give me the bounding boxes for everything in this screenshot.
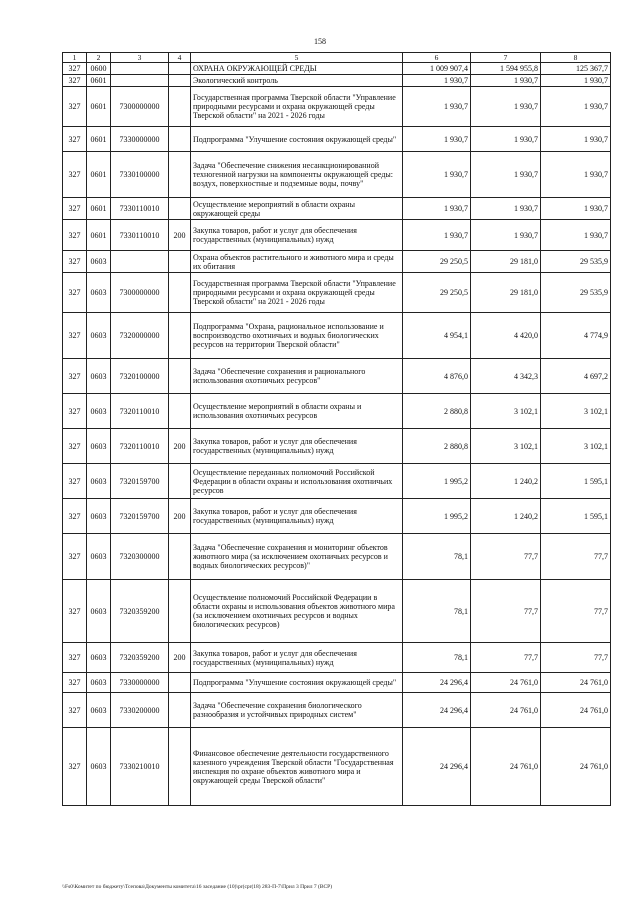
section-code: 0601 (87, 75, 111, 87)
item-name: Закупка товаров, работ и услуг для обеспечения государственных (муниципальных) нужд (191, 499, 403, 534)
table-row (63, 534, 611, 580)
budget-table (62, 52, 611, 806)
amount-col-8: 1 930,7 (541, 220, 611, 251)
amount-col-6: 1 930,7 (403, 75, 471, 87)
ministry-code: 327 (63, 693, 87, 728)
amount-col-7: 24 761,0 (471, 728, 541, 806)
item-name: Экологический контроль (191, 75, 403, 87)
amount-col-8: 29 535,9 (541, 273, 611, 313)
amount-col-7: 77,7 (471, 534, 541, 580)
table-row (63, 728, 611, 806)
amount-col-6: 1 009 907,4 (403, 63, 471, 75)
table-row (63, 313, 611, 359)
item-name: Подпрограмма "Охрана, рациональное использование и воспроизводство охотничьих и водных биологических ресурсов на территории Тверской области" (191, 313, 403, 359)
column-header: 7 (471, 53, 541, 63)
section-code: 0603 (87, 693, 111, 728)
expense-type (169, 394, 191, 429)
section-code: 0603 (87, 313, 111, 359)
expense-type (169, 359, 191, 394)
section-code: 0601 (87, 127, 111, 152)
item-name: Задача "Обеспечение сохранения биологического разнообразия и устойчивых природных систем" (191, 693, 403, 728)
section-code: 0603 (87, 251, 111, 273)
amount-col-6: 1 930,7 (403, 220, 471, 251)
expense-type (169, 728, 191, 806)
table-row (63, 152, 611, 198)
target-article: 7320159700 (111, 499, 169, 534)
table-row (63, 643, 611, 673)
expense-type (169, 313, 191, 359)
item-name: Осуществление полномочий Российской Федерации в области охраны и использования объектов животного мира (за исключением охотничьих ресурсов и водных биологических ресурсов) (191, 580, 403, 643)
expense-type (169, 251, 191, 273)
amount-col-8: 1 930,7 (541, 198, 611, 220)
section-code: 0603 (87, 429, 111, 464)
amount-col-7: 1 594 955,8 (471, 63, 541, 75)
target-article: 7320110010 (111, 429, 169, 464)
amount-col-6: 24 296,4 (403, 673, 471, 693)
ministry-code: 327 (63, 220, 87, 251)
target-article: 7320159700 (111, 464, 169, 499)
expense-type (169, 75, 191, 87)
expense-type (169, 152, 191, 198)
amount-col-6: 24 296,4 (403, 728, 471, 806)
amount-col-6: 78,1 (403, 534, 471, 580)
section-code: 0601 (87, 198, 111, 220)
expense-type (169, 87, 191, 127)
table-row (63, 359, 611, 394)
target-article: 7300000000 (111, 273, 169, 313)
amount-col-8: 1 595,1 (541, 464, 611, 499)
table-row (63, 693, 611, 728)
amount-col-6: 1 995,2 (403, 499, 471, 534)
expense-type: 200 (169, 643, 191, 673)
amount-col-8: 1 930,7 (541, 75, 611, 87)
item-name: Задача "Обеспечение снижения несанкционированной техногенной нагрузки на компоненты окружающей среды: воздух, поверхностные и подземные воды, почву" (191, 152, 403, 198)
ministry-code: 327 (63, 728, 87, 806)
amount-col-8: 24 761,0 (541, 673, 611, 693)
ministry-code: 327 (63, 464, 87, 499)
ministry-code: 327 (63, 198, 87, 220)
target-article (111, 251, 169, 273)
table-row (63, 198, 611, 220)
target-article: 7330210010 (111, 728, 169, 806)
target-article: 7320300000 (111, 534, 169, 580)
amount-col-6: 1 930,7 (403, 198, 471, 220)
amount-col-6: 1 930,7 (403, 87, 471, 127)
target-article: 7330000000 (111, 127, 169, 152)
table-row (63, 127, 611, 152)
amount-col-6: 78,1 (403, 643, 471, 673)
amount-col-8: 1 930,7 (541, 152, 611, 198)
target-article: 7330200000 (111, 693, 169, 728)
section-code: 0603 (87, 464, 111, 499)
column-header: 1 (63, 53, 87, 63)
section-code: 0603 (87, 728, 111, 806)
amount-col-8: 24 761,0 (541, 728, 611, 806)
table-row (63, 251, 611, 273)
ministry-code: 327 (63, 643, 87, 673)
amount-col-8: 4 697,2 (541, 359, 611, 394)
table-row (63, 464, 611, 499)
amount-col-8: 29 535,9 (541, 251, 611, 273)
amount-col-7: 29 181,0 (471, 273, 541, 313)
section-code: 0601 (87, 152, 111, 198)
amount-col-8: 24 761,0 (541, 693, 611, 728)
amount-col-7: 3 102,1 (471, 429, 541, 464)
ministry-code: 327 (63, 534, 87, 580)
ministry-code: 327 (63, 394, 87, 429)
amount-col-7: 1 930,7 (471, 75, 541, 87)
table-row (63, 273, 611, 313)
column-header: 2 (87, 53, 111, 63)
ministry-code: 327 (63, 359, 87, 394)
expense-type (169, 464, 191, 499)
table-row (63, 673, 611, 693)
target-article: 7320359200 (111, 580, 169, 643)
ministry-code: 327 (63, 251, 87, 273)
amount-col-6: 1 995,2 (403, 464, 471, 499)
expense-type (169, 534, 191, 580)
target-article: 7320359200 (111, 643, 169, 673)
expense-type (169, 198, 191, 220)
ministry-code: 327 (63, 127, 87, 152)
target-article: 7330100000 (111, 152, 169, 198)
table-row (63, 499, 611, 534)
amount-col-6: 1 930,7 (403, 152, 471, 198)
amount-col-7: 1 930,7 (471, 87, 541, 127)
expense-type (169, 673, 191, 693)
expense-type: 200 (169, 499, 191, 534)
target-article: 7330110010 (111, 198, 169, 220)
item-name: Осуществление переданных полномочий Российской Федерации в области охраны и использования охотничьих ресурсов (191, 464, 403, 499)
table-row (63, 580, 611, 643)
expense-type: 200 (169, 220, 191, 251)
item-name: Государственная программа Тверской области "Управление природными ресурсами и охрана окружающей среды Тверской области" на 2021 - 2026 годы (191, 273, 403, 313)
item-name: Государственная программа Тверской области "Управление природными ресурсами и охрана окружающей среды Тверской области" на 2021 - 2026 годы (191, 87, 403, 127)
ministry-code: 327 (63, 75, 87, 87)
section-code: 0603 (87, 394, 111, 429)
ministry-code: 327 (63, 87, 87, 127)
amount-col-7: 77,7 (471, 580, 541, 643)
table-body (63, 53, 611, 806)
item-name: Закупка товаров, работ и услуг для обеспечения государственных (муниципальных) нужд (191, 220, 403, 251)
amount-col-8: 1 930,7 (541, 87, 611, 127)
amount-col-6: 29 250,5 (403, 251, 471, 273)
item-name: Задача "Обеспечение сохранения и мониторинг объектов животного мира (за исключением охотничьих ресурсов и водных биологических ресурсов)" (191, 534, 403, 580)
item-name: Финансовое обеспечение деятельности государственного казенного учреждения Тверской области "Государственная инспекция по охране объектов животного мира и окружающей среды Тверской области" (191, 728, 403, 806)
target-article: 7330110010 (111, 220, 169, 251)
ministry-code: 327 (63, 673, 87, 693)
section-code: 0603 (87, 273, 111, 313)
item-name: Осуществление мероприятий в области охраны и использования охотничьих ресурсов (191, 394, 403, 429)
item-name: ОХРАНА ОКРУЖАЮЩЕЙ СРЕДЫ (191, 63, 403, 75)
table-row (63, 429, 611, 464)
target-article: 7330000000 (111, 673, 169, 693)
amount-col-7: 4 342,3 (471, 359, 541, 394)
amount-col-7: 29 181,0 (471, 251, 541, 273)
section-code: 0603 (87, 580, 111, 643)
column-header: 5 (191, 53, 403, 63)
item-name: Осуществление мероприятий в области охраны окружающей среды (191, 198, 403, 220)
column-header: 3 (111, 53, 169, 63)
section-code: 0601 (87, 220, 111, 251)
amount-col-6: 24 296,4 (403, 693, 471, 728)
amount-col-8: 77,7 (541, 534, 611, 580)
page-number: 158 (314, 37, 326, 46)
amount-col-6: 29 250,5 (403, 273, 471, 313)
ministry-code: 327 (63, 429, 87, 464)
amount-col-7: 1 930,7 (471, 152, 541, 198)
amount-col-7: 1 240,2 (471, 499, 541, 534)
expense-type: 200 (169, 429, 191, 464)
amount-col-6: 4 954,1 (403, 313, 471, 359)
ministry-code: 327 (63, 273, 87, 313)
target-article: 7300000000 (111, 87, 169, 127)
expense-type (169, 63, 191, 75)
amount-col-7: 77,7 (471, 643, 541, 673)
ministry-code: 327 (63, 63, 87, 75)
section-code: 0603 (87, 643, 111, 673)
amount-col-7: 24 761,0 (471, 693, 541, 728)
table-row (63, 394, 611, 429)
amount-col-7: 24 761,0 (471, 673, 541, 693)
amount-col-7: 1 930,7 (471, 127, 541, 152)
amount-col-8: 4 774,9 (541, 313, 611, 359)
amount-col-7: 1 930,7 (471, 220, 541, 251)
ministry-code: 327 (63, 152, 87, 198)
expense-type (169, 693, 191, 728)
amount-col-8: 77,7 (541, 643, 611, 673)
item-name: Охрана объектов растительного и животного мира и среды их обитания (191, 251, 403, 273)
ministry-code: 327 (63, 580, 87, 643)
target-article: 7320000000 (111, 313, 169, 359)
amount-col-7: 1 240,2 (471, 464, 541, 499)
section-code: 0600 (87, 63, 111, 75)
column-number-row (63, 53, 611, 63)
amount-col-6: 4 876,0 (403, 359, 471, 394)
section-code: 0603 (87, 673, 111, 693)
column-header: 6 (403, 53, 471, 63)
target-article: 7320100000 (111, 359, 169, 394)
ministry-code: 327 (63, 313, 87, 359)
amount-col-8: 1 930,7 (541, 127, 611, 152)
amount-col-8: 1 595,1 (541, 499, 611, 534)
section-code: 0601 (87, 87, 111, 127)
amount-col-7: 1 930,7 (471, 198, 541, 220)
section-code: 0603 (87, 499, 111, 534)
expense-type (169, 127, 191, 152)
table-row (63, 63, 611, 75)
target-article (111, 63, 169, 75)
expense-type (169, 580, 191, 643)
section-code: 0603 (87, 534, 111, 580)
amount-col-6: 1 930,7 (403, 127, 471, 152)
expense-type (169, 273, 191, 313)
amount-col-8: 3 102,1 (541, 429, 611, 464)
ministry-code: 327 (63, 499, 87, 534)
item-name: Задача "Обеспечение сохранения и рационального использования охотничьих ресурсов" (191, 359, 403, 394)
amount-col-6: 2 880,8 (403, 429, 471, 464)
table-row (63, 87, 611, 127)
amount-col-7: 3 102,1 (471, 394, 541, 429)
table-row (63, 220, 611, 251)
amount-col-8: 3 102,1 (541, 394, 611, 429)
amount-col-6: 78,1 (403, 580, 471, 643)
amount-col-7: 4 420,0 (471, 313, 541, 359)
table-row (63, 75, 611, 87)
column-header: 8 (541, 53, 611, 63)
target-article (111, 75, 169, 87)
item-name: Закупка товаров, работ и услуг для обеспечения государственных (муниципальных) нужд (191, 429, 403, 464)
section-code: 0603 (87, 359, 111, 394)
file-path-footer: \\Fs0\Комитет по бюджету\Тсепова\Документы комитета\16 заседание (10)\pr(cpr(18) 283-П-7\Прил 3 Прил 7 (ВСР) (62, 884, 333, 890)
amount-col-8: 77,7 (541, 580, 611, 643)
item-name: Закупка товаров, работ и услуг для обеспечения государственных (муниципальных) нужд (191, 643, 403, 673)
column-header: 4 (169, 53, 191, 63)
item-name: Подпрограмма "Улучшение состояния окружающей среды" (191, 127, 403, 152)
amount-col-8: 125 367,7 (541, 63, 611, 75)
target-article: 7320110010 (111, 394, 169, 429)
item-name: Подпрограмма "Улучшение состояния окружающей среды" (191, 673, 403, 693)
amount-col-6: 2 880,8 (403, 394, 471, 429)
